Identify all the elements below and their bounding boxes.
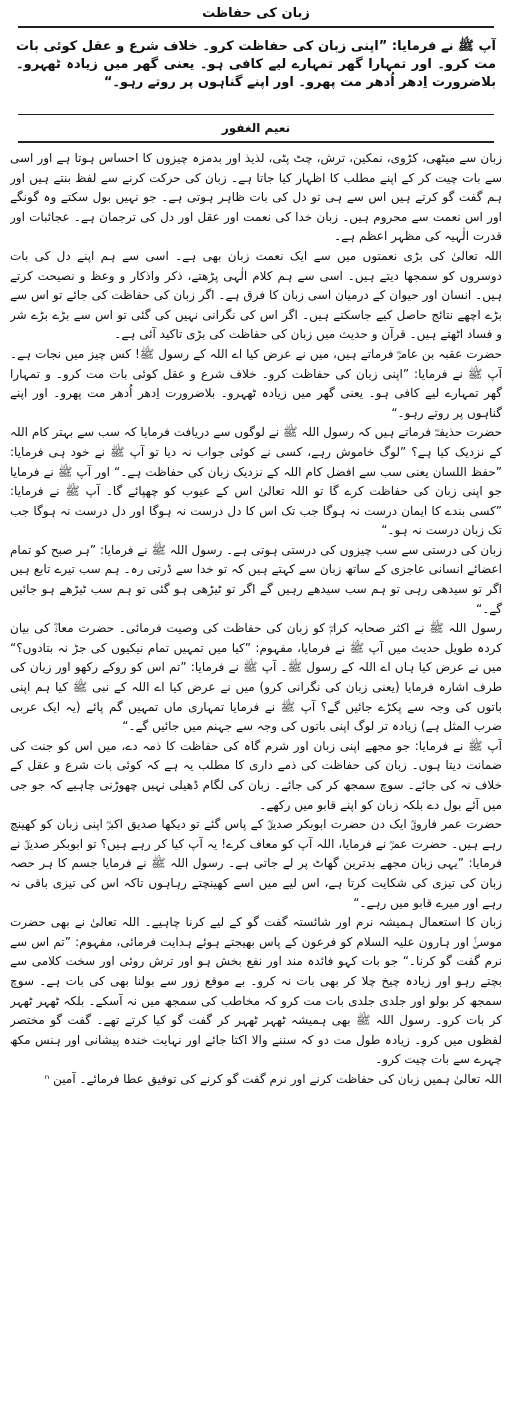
article-title: زبان کی حفاظت (202, 6, 310, 21)
paragraph: حضرت عمر فاروقؓ ایک دن حضرت ابوبکر صدیقؓ کے پاس گئے تو دیکھا صدیق اکبرؓ اپنی زبان کو کھینچ رہے ہیں۔ حضرت عمرؓ نے فرمایا، اللہ آپ کو معاف کرے! یہ آپ کیا کر رہے ہیں؟ تو ابوبکر صدیقؓ نے فرمایا: ”یہی زبان مجھے بدترین گھاٹ پر لے جاتی ہے۔ رسول اللہ ﷺ نے فرمایا جسم کا ہر حصہ زبان کی تیزی کی شکایت کرتا ہے، اس لیے میں اسے کھینچتے رہاہوں تاکہ اس کی تیزی باقی نہ رہے اور میرے قابو میں رہے۔“ (10, 817, 502, 910)
intro-quote: آپ ﷺ نے فرمایا: ”اپنی زبان کی حفاظت کرو۔ خلاف شرع و عقل کوئی بات مت کرو۔ اور تمہارا گھر تمہارے لیے کافی ہو۔ یعنی گھر میں زیادہ ٹھہرو۔ بلاضرورت اِدھر اُدھر مت پھرو۔ اور اپنے گناہوں پر روتے رہو۔“ (16, 39, 496, 90)
title-divider (18, 26, 494, 28)
paragraph: زبان سے میٹھی، کڑوی، نمکین، ترش، چٹ پٹی، لذیذ اور بدمزہ چیزوں کا احساس ہوتا ہے اور اسی سے بات چیت کر کے اپنے مطلب کا اظہار کیا جاتا ہے۔ زبان کی حرکت کرنے سے لفظ بنتے ہیں اور ہم گفت گو کرتے ہیں اس سے ہی تو دل کی بات ظاہر ہوتی ہے۔ جو نہیں بول سکتے وہ گونگے اور اس نعمت سے محروم ہیں۔ زبان خدا کی نعمت اور عقل اور دل کی ترجمان ہے۔ عجائبات اور قدرت الٰہیہ کی مظہر اعظم ہے۔ (10, 151, 502, 244)
paragraph: آپ ﷺ نے فرمایا: جو مجھے اپنی زبان اور شرم گاہ کی حفاظت کا ذمہ دے، میں اس کو جنت کی ضمانت دیتا ہوں۔ زبان کی حفاظت کی ذمے داری کا مطلب یہ ہے کہ کوئی بات شرع و عقل کے خلاف نہ کی جائے۔ سوچ سمجھ کر کی جائے۔ زبان کی لگام ڈھیلی نہیں چھوڑنی چاہیے کہ جو جی میں آئے بول دے بلکہ زبان کو اپنے قابو میں رکھے۔ (10, 738, 502, 812)
paragraph: زبان کا استعمال ہمیشہ نرم اور شائستہ گفت گو کے لیے کرنا چاہیے۔ اللہ تعالیٰ نے بھی حضرت موسیٰؑ اور ہارون علیہ السلام کو فرعون کے پاس بھیجتے ہوئے ہدایت فرمائی، مفہوم: ”تم اس سے نرم گفت گو کرنا۔“ جو بات کہو فائدہ مند اور نفع بخش ہو اور ترش روئی اور سخت کلامی سے بچتے رہو اور زیادہ چیخ چلا کر بھی بات نہ کرو۔ بے موقع زور سے بولنا بھی کی بات ہے۔ سوچ سمجھ کر بولو اور جلدی جلدی بات مت کرو کہ مخاطب کی سمجھ میں نہ آسکے۔ بلکہ ٹھہر ٹھہر کر بات کرو۔ رسول اللہ ﷺ بھی ہمیشہ ٹھہر ٹھہر کر گفت گو کیا کرتے تھے۔ گفت گو مختصر لفظوں میں کرو۔ زیادہ طول مت دو کہ سننے والا اکتا جائے اور نہایت خندہ پیشانی اور ہنس مکھ چہرے سے بات چیت کرو۔ (10, 915, 502, 1067)
paragraph: حضرت حذیفہؓ فرماتے ہیں کہ رسول اللہ ﷺ نے لوگوں سے دریافت فرمایا کہ سب سے بہتر کام اللہ کے نزدیک کیا ہے؟ ”لوگ خاموش رہے، کسی نے کوئی جواب نہ دیا تو آپ ﷺ نے خود ہی فرمایا: ”حفظ اللسان یعنی سب سے افضل کام اللہ کے نزدیک زبان کی حفاظت ہے۔“ اور آپ ﷺ نے فرمایا جو اپنی زبان کی حفاظت کرے گا تو اللہ تعالیٰ اس کے عیوب کو چھپائے گا۔ آپ ﷺ نے فرمایا: ”کسی بندے کا ایمان درست نہ ہوگا جب تک اس کا دل درست نہ ہوگا اور دل درست نہ ہوگا جب تک زبان درست نہ ہو۔“ (10, 425, 502, 538)
paragraph: حضرت عقبہ بن عامرؓ فرماتے ہیں، میں نے عرض کیا اے اللہ کے رسول ﷺ! کس چیز میں نجات ہے۔ آپ ﷺ نے فرمایا: ”اپنی زبان کی حفاظت کرو۔ خلاف شرع و عقل کوئی بات مت کرو۔ و تمہارا گھر تمہارے لیے کافی ہو۔ یعنی گھر میں زیادہ ٹھہرو۔ بلاضرورت اِدھر اُدھر مت پھرو۔ اور اپنے گناہوں پر روتے رہو۔“ (10, 346, 502, 420)
paragraph: رسول اللہ ﷺ نے اکثر صحابہ کرامؓ کو زبان کی حفاظت کی وصیت فرمائی۔ حضرت معاذؓ کی بیان کردہ طویل حدیث میں آپ ﷺ نے فرمایا، مفہوم: ”کیا میں تمہیں تمام نیکیوں کی جڑ نہ بتادوں؟“ میں نے عرض کیا ہاں اے اللہ کے رسول ﷺ۔ آپ ﷺ نے فرمایا: ”تم اس کو روکے رکھو اور زبان کی طرف اشارہ فرمایا (یعنی زبان کی نگرانی کرو) میں نے عرض کیا اے اللہ کے نبی ﷺ کیا ہم اپنی باتوں کی وجہ سے پکڑے جائیں گے؟ آپ ﷺ نے فرمایا تمہاری ماں تمہیں گم پائے (یہ ایک عربی ضرب المثل ہے) زیادہ تر لوگ اپنی باتوں کی وجہ سے جہنم میں جائیں گے۔“ (10, 621, 502, 734)
article-body (10, 145, 502, 1389)
paragraph: اللہ تعالیٰ ہمیں زبان کی حفاظت کرنے اور نرم گفت گو کرنے کی توفیق عطا فرمائے۔ آمین ⁿ (44, 1071, 502, 1086)
intro-divider-bottom (18, 141, 494, 143)
intro-divider-top (18, 114, 494, 115)
paragraph: اللہ تعالیٰ کی بڑی نعمتوں میں سے ایک نعمت زبان بھی ہے۔ اسی سے ہم اپنے دل کی بات دوسروں کو سمجھا دیتے ہیں۔ اسی سے ہم کلام الٰہی پڑھتے، ذکر واذکار و وعظ و نصیحت کرتے ہیں۔ انسان اور حیوان کے درمیان اسی زبان کا فرق ہے۔ اگر زبان کی حفاظت کی جائے تو اس سے بڑے اچھے نتائج حاصل کیے جاسکتے ہیں۔ اگر اس کی نگرانی نہیں کی گئی تو اس سے بڑے بڑے شر و فساد اٹھتے ہیں۔ قرآن و حدیث میں زبان کی حفاظت کی بڑی تاکید آئی ہے۔ (10, 248, 502, 342)
author-byline: نعیم الغفور (221, 121, 291, 135)
paragraph: زبان کی درستی سے سب چیزوں کی درستی ہوتی ہے۔ رسول اللہ ﷺ نے فرمایا: ”ہر صبح کو تمام اعضائے انسانی عاجزی کے ساتھ زبان سے کہتے ہیں کہ تو خدا سے ڈرتی رہ۔ ہم سب تیرے تابع ہیں اگر تو سیدھی رہی تو ہم سب سیدھے رہیں گے اگر تو ٹیڑھی ہو گئی تو ہم سب ٹیڑھے ہو جائیں گے۔“ (10, 542, 502, 616)
article-page (0, 4, 512, 1416)
